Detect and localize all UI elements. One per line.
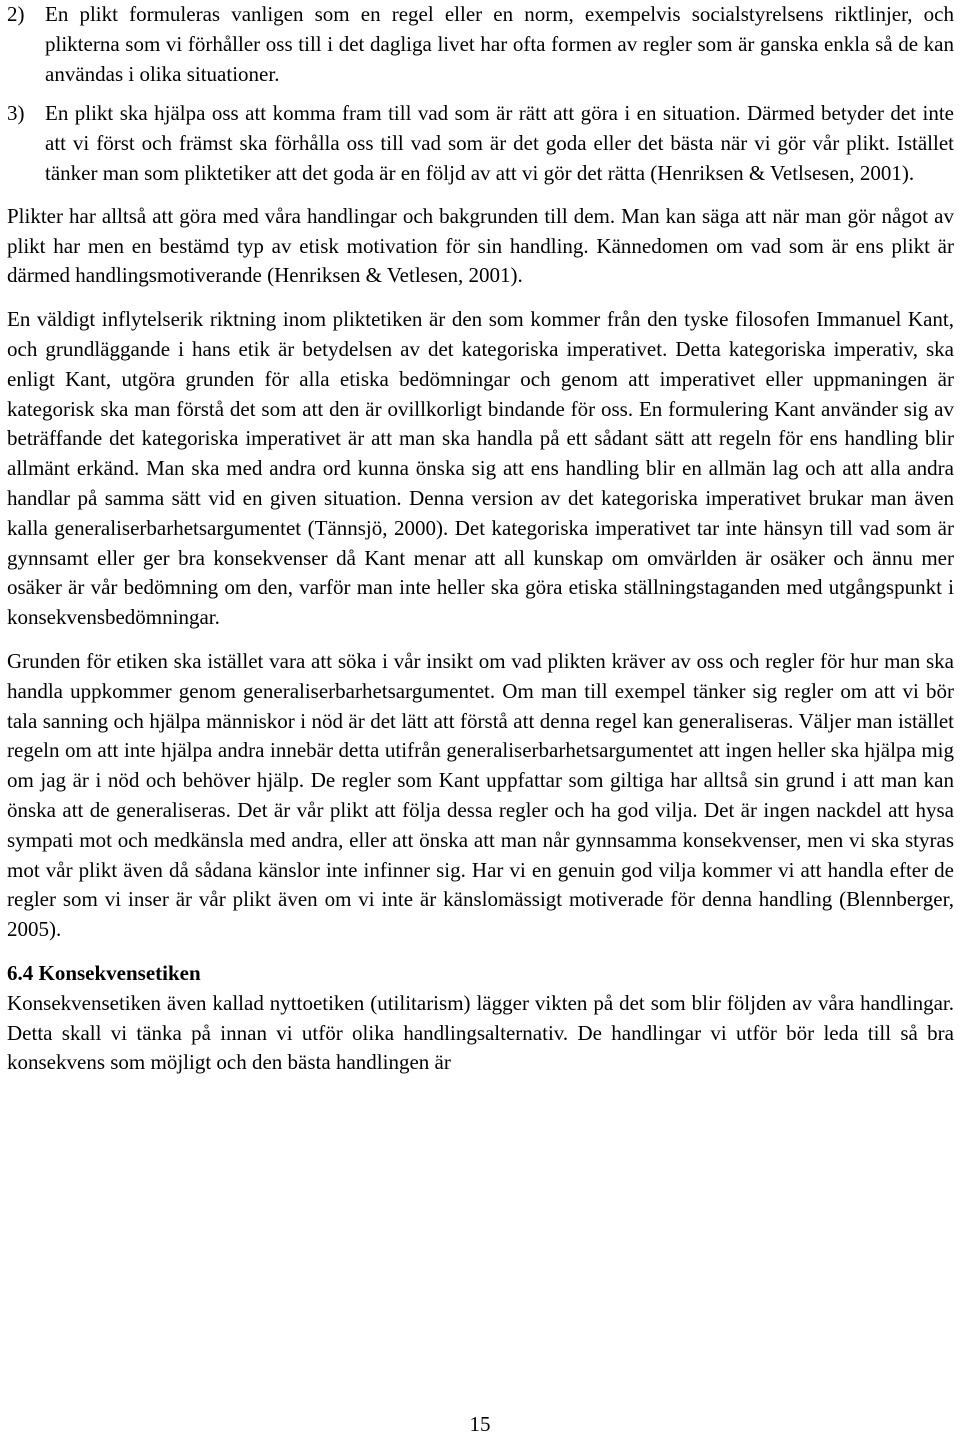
section-paragraph: Konsekvensetiken även kallad nyttoetiken (utilitarism) lägger vikten på det som blir följden av våra handlingar. Detta skall vi tänka på innan vi utför olika handlingsalternativ. De handlingar vi utför bör leda till så bra konsekvens som möjligt och den bästa handlingen är — [7, 990, 954, 1075]
body-paragraph: Grunden för etiken ska istället vara att söka i vår insikt om vad plikten kräver av oss och regler för hur man ska handla uppkommer genom generaliserbarhetsargumentet. Om man till exempel tänker sig regler om att vi bör tala sanning och hjälpa människor i nöd är det lätt att förstå att denna regel kan generaliseras. Väljer man istället regeln om att inte hjälpa andra innebär detta utifrån generaliserbarhetsargumentet att ingen heller ska hjälpa mig om jag är i nöd och behöver hjälp. De regler som Kant uppfattar som giltiga har alltså sin grund i att man kan önska att de generaliseras. Det är vår plikt att följa dessa regler och ha god vilja. Det är ingen nackdel att hysa sympati mot och medkänsla med andra, eller att önska att man når gynnsamma konsekvenser, men vi ska styras mot vår plikt även då sådana känslor inte infinner sig. Har vi en genuin god vilja kommer vi att handla efter de regler som vi inser är vår plikt även om vi inte är känslomässigt motiverade för denna handling (Blennberger, 2005). — [7, 648, 954, 942]
section-heading: 6.4 Konsekvensetiken — [7, 960, 201, 985]
body-paragraph: Plikter har alltså att göra med våra handlingar och bakgrunden till dem. Man kan säga att när man gör något av plikt har men en bestämd typ av etisk motivation för sin handling. Kännedomen om vad som är ens plikt är därmed handlingsmotiverande (Henriksen & Vetlesen, 2001). — [7, 203, 954, 288]
list-item-number: 3) — [7, 101, 25, 126]
list-item-text: En plikt formuleras vanligen som en regel eller en norm, exempelvis socialstyrelsens riktlinjer, och plikterna som vi förhåller oss till i det dagliga livet har ofta formen av regler som är ganska enkla så de kan användas i olika situationer. — [45, 2, 954, 86]
document-page — [7, 0, 954, 1078]
list-item — [7, 99, 954, 188]
list-item-text: En plikt ska hjälpa oss att komma fram till vad som är rätt att göra i en situation. Därmed betyder det inte att vi först och främst ska förhålla oss till vad som är det goda eller det bästa när vi gör vår plikt. Istället tänker man som pliktetiker att det goda är en följd av att vi gör det rätta (Henriksen & Vetlsesen, 2001). — [45, 101, 954, 185]
body-paragraph: En väldigt inflytelserik riktning inom pliktetiken är den som kommer från den tyske filosofen Immanuel Kant, och grundläggande i hans etik är betydelsen av det kategoriska imperativet. Detta kategoriska imperativ, ska enligt Kant, utgöra grunden för alla etiska bedömningar och genom att imperativet eller uppmaningen är kategorisk ska man förstå det som att den är ovillkorligt bindande för oss. En formulering Kant använder sig av beträffande det kategoriska imperativet är att man ska handla på ett sådant sätt att regeln för ens handling blir allmänt erkänd. Man ska med andra ord kunna önska sig att ens handling blir en allmän lag och att alla andra handlar på samma sätt vid en given situation. Denna version av det kategoriska imperativet brukar man även kalla generaliserbarhetsargumentet (Tännsjö, 2000). Det kategoriska imperativet tar inte hänsyn till vad som är gynnsamt eller ger bra konsekvenser då Kant menar att all kunskap om omvärlden är osäker och ännu mer osäker är vår bedömning om den, varför man inte heller ska göra etiska ställningstaganden med utgångspunkt i konsekvensbedömningar. — [7, 307, 954, 630]
list-item — [7, 0, 954, 89]
list-item-number: 2) — [7, 2, 25, 26]
page-number: 15 — [469, 1412, 491, 1436]
